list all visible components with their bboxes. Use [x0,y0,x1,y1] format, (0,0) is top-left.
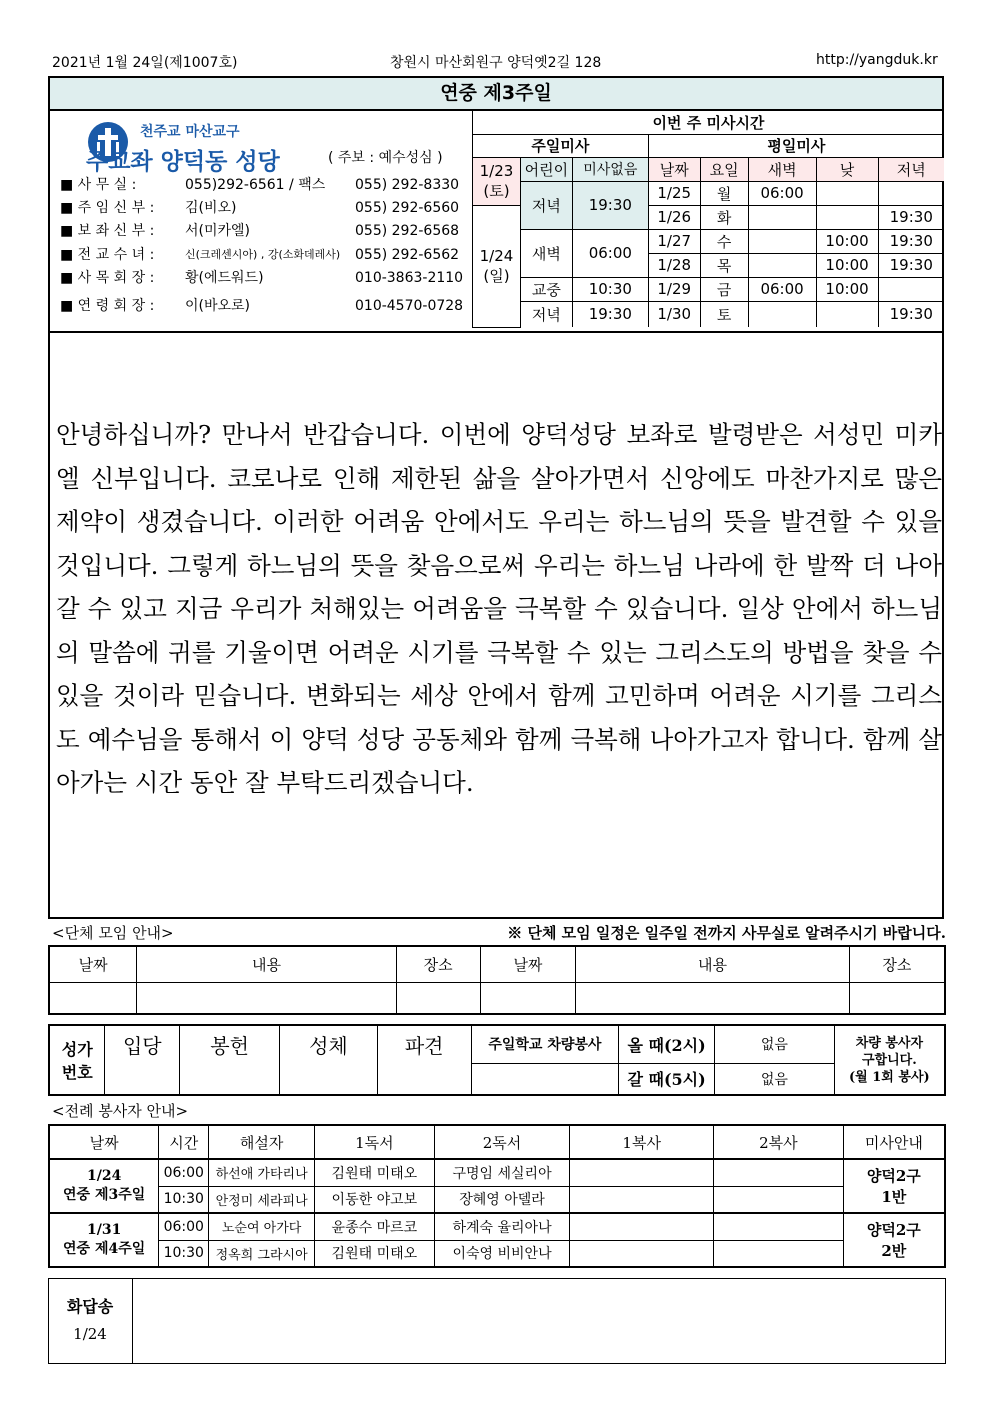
weekday-cell: 10:00 [816,277,878,301]
weekday-header: 날짜 [648,157,700,181]
mass-type: 어린이 [520,157,572,181]
issue-date: 2021년 1월 24일(제1007호) [52,55,238,71]
contact-row: ■ 사 무 실 : 055)292-6561 / 팩스 055) 292-8330 [60,177,460,193]
column-header: 2복사 [714,1125,844,1159]
responsory-date: 1/24 [73,1325,107,1343]
weekday-cell: 화 [700,205,748,229]
weekday-cell: 금 [700,277,748,301]
column-header: 날짜 [49,946,137,982]
hymn-label: 성가 번호 [49,1025,105,1095]
reading2: 구명임 세실리아 [434,1159,570,1186]
table-cell [480,982,576,1014]
reading2: 하계숙 율리아나 [434,1213,570,1240]
mass-times-heading: 이번 주 미사시간 [473,111,945,134]
church-address: 창원시 마산회원구 양덕옛2길 128 [390,55,602,71]
server-date-cell: 1/31 연중 제4주일 [49,1213,159,1267]
weekday-cell: 1/28 [648,253,700,277]
weekday-cell [816,181,878,205]
groups-notice: ※ 단체 모임 일정은 일주일 전까지 사무실로 알려주시기 바랍니다. [507,924,946,942]
weekday-cell: 월 [700,181,748,205]
servers-table [48,1124,946,1268]
weekday-cell [878,181,944,205]
server1 [570,1186,714,1213]
responsory-label: 화답송 [66,1297,114,1316]
reading2: 장혜영 아델라 [434,1186,570,1213]
commentator: 노순여 아가다 [209,1213,315,1240]
weekday-cell: 19:30 [878,253,944,277]
column-header: 해설자 [209,1125,315,1159]
weekday-cell [748,301,816,327]
table-cell [849,982,945,1014]
come-time-value: 없음 [715,1025,835,1063]
table-cell [576,982,849,1014]
weekday-header: 저녁 [878,157,944,181]
mass-type: 저녁 [520,301,572,327]
weekday-header: 요일 [700,157,748,181]
weekday-cell: 06:00 [748,181,816,205]
sunday-date-cell: 1/24 (일) [473,205,521,327]
contact-row: ■ 전 교 수 녀 : 신(크레센시아) , 강(소화데레사) 055) 292-6562 [60,247,460,263]
hymn-number [377,1063,471,1095]
weekday-cell: 19:30 [878,205,944,229]
weekday-cell: 19:30 [878,229,944,253]
weekday-header: 새벽 [748,157,816,181]
table-cell [49,982,137,1014]
contact-row: ■ 연 령 회 장 : 이(바오로) 010-4570-0728 [60,298,464,314]
mass-time: 06:00 [572,229,648,277]
hymn-column: 입당 [105,1025,180,1063]
weekday-cell [748,205,816,229]
weekday-cell: 토 [700,301,748,327]
mass-type: 새벽 [520,229,572,277]
weekday-cell: 수 [700,229,748,253]
server-time: 10:30 [159,1186,209,1213]
weekday-cell: 1/27 [648,229,700,253]
servers-label: <전례 봉사자 안내> [52,1102,189,1120]
weekday-cell: 06:00 [748,277,816,301]
column-header: 내용 [576,946,849,982]
mass-time: 19:30 [572,181,648,229]
weekday-cell [816,301,878,327]
server2 [714,1186,844,1213]
weekday-cell [748,229,816,253]
table-cell [396,982,480,1014]
commentator: 정옥희 그라시아 [209,1240,315,1267]
hymn-number [280,1063,378,1095]
church-name: 주교좌 양덕동 성당 [86,149,280,175]
column-header: 2독서 [434,1125,570,1159]
contact-row: ■ 보 좌 신 부 : 서(미카엘) 055) 292-6568 [60,223,460,239]
sunday-school-label: 주일학교 차량봉사 [471,1025,619,1063]
hymn-column: 성체 [280,1025,378,1063]
weekday-cell [748,253,816,277]
go-time-label: 갈 때(5시) [619,1063,715,1095]
column-header: 장소 [396,946,480,982]
mass-time: 10:30 [572,277,648,301]
reading1: 이동한 야고보 [315,1186,435,1213]
server1 [570,1159,714,1186]
column-header: 내용 [137,946,396,982]
mass-guide-cell: 양덕2구 2반 [843,1213,945,1267]
weekday-mass-heading: 평일미사 [648,134,944,157]
column-header: 날짜 [49,1125,159,1159]
hymn-column: 봉헌 [180,1025,280,1063]
weekday-cell: 1/30 [648,301,700,327]
weekday-cell: 1/29 [648,277,700,301]
diocese-name: 천주교 마산교구 [140,124,240,140]
server1 [570,1240,714,1267]
groups-table [48,945,946,1015]
commentator: 하선애 가타리나 [209,1159,315,1186]
go-time-value: 없음 [715,1063,835,1095]
server1 [570,1213,714,1240]
church-motto: ( 주보 : 예수성심 ) [328,150,443,166]
mass-time: 미사없음 [572,157,648,181]
hymn-table [48,1024,946,1096]
weekday-header: 낮 [816,157,878,181]
server2 [714,1159,844,1186]
contact-row: ■ 주 임 신 부 : 김(비오) 055) 292-6560 [60,200,460,216]
come-time-label: 올 때(2시) [619,1025,715,1063]
column-header: 장소 [849,946,945,982]
table-cell [137,982,396,1014]
groups-label: <단체 모임 안내> [52,924,174,942]
server-time: 10:30 [159,1240,209,1267]
commentator: 안정미 세라피나 [209,1186,315,1213]
contact-row: ■ 사 목 회 장 : 황(에드워드) 010-3863-2110 [60,270,464,286]
mass-type: 교중 [520,277,572,301]
column-header: 미사안내 [843,1125,945,1159]
pastor-message: 안녕하십니까? 만나서 반갑습니다. 이번에 양덕성당 보좌로 발령받은 서성민 미카엘 신부입니다. 코로나로 인해 제한된 삶을 살아가면서 신앙에도 마찬가지로 많은 제약이 생겼습니다. 이러한 어려움 안에서도 우리는 하느님의 뜻을 발견할 수 있을 것입니다. 그렇게 하느님의 뜻을 찾음으로써 우리는 하느님 나라에 한 발짝 더 나아갈 수 있고 지금 우리가 처해있는 어려움을 극복할 수 있습니다. 일상 안에서 하느님의 말씀에 귀를 기울이면 어려운 시기를 극복할 수 있는 그리스도의 방법을 찾을 수 있을 것이라 믿습니다. 변화되는 세상 안에서 함께 고민하며 어려운 시기를 그리스도 예수님을 통해서 이 양덕 성당 공동체와 함께 극복해 나아가고자 합니다. 함께 살아가는 시간 동안 잘 부탁드리겠습니다. [56,420,942,797]
mass-type: 저녁 [520,181,572,229]
server-time: 06:00 [159,1213,209,1240]
weekday-cell: 10:00 [816,229,878,253]
hymn-number [105,1063,180,1095]
responsory-divider [132,1278,133,1364]
column-header: 1독서 [315,1125,435,1159]
column-header: 시간 [159,1125,209,1159]
column-header: 날짜 [480,946,576,982]
reading2: 이숙영 비비안나 [434,1240,570,1267]
reading1: 김원태 미태오 [315,1240,435,1267]
weekday-cell: 1/26 [648,205,700,229]
mass-times-table [472,111,944,328]
sunday-mass-heading: 주일미사 [473,134,649,157]
mass-guide-cell: 양덕2구 1반 [843,1159,945,1213]
website-link[interactable]: http://yangduk.kr [816,52,938,68]
weekday-cell: 목 [700,253,748,277]
weekday-cell: 19:30 [878,301,944,327]
server-time: 06:00 [159,1159,209,1186]
weekday-cell: 10:00 [816,253,878,277]
reading1: 김원태 미태오 [315,1159,435,1186]
mass-time: 19:30 [572,301,648,327]
weekday-cell [878,277,944,301]
server2 [714,1240,844,1267]
server-date-cell: 1/24 연중 제3주일 [49,1159,159,1213]
saturday-date-cell: 1/23 (토) [473,157,521,205]
column-header: 1복사 [570,1125,714,1159]
weekday-cell: 1/25 [648,181,700,205]
server2 [714,1213,844,1240]
sunday-school-blank [471,1063,619,1095]
weekday-cell [816,205,878,229]
page-title: 연중 제3주일 [48,76,944,111]
hymn-column: 파견 [377,1025,471,1063]
responsory-box [48,1278,946,1364]
recruit-notice: 차량 봉사자 구합니다. (월 1회 봉사) [834,1025,945,1095]
reading1: 윤종수 마르코 [315,1213,435,1240]
hymn-number [180,1063,280,1095]
